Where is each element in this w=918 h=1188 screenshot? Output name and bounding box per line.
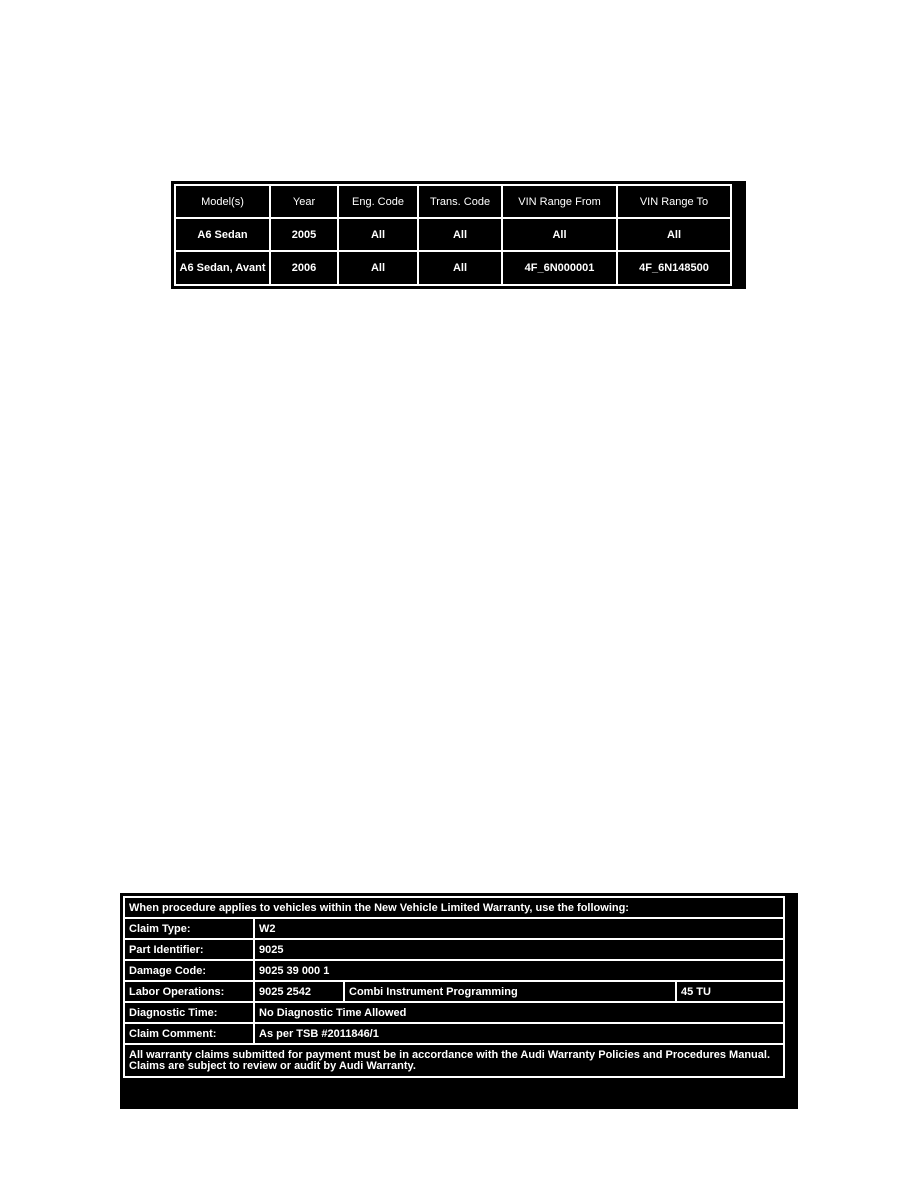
claim-comment-label: Claim Comment: [124, 1023, 254, 1044]
labor-operations-description: Combi Instrument Programming [344, 981, 676, 1002]
cell-vin-from: 4F_6N000001 [502, 251, 617, 285]
cell-model: A6 Sedan, Avant [175, 251, 270, 285]
damage-code-value: 9025 39 000 1 [254, 960, 784, 981]
claim-type-label: Claim Type: [124, 918, 254, 939]
labor-operations-row [124, 981, 784, 1002]
header-models: Model(s) [175, 185, 270, 218]
cell-trans-code: All [418, 251, 502, 285]
cell-vin-from: All [502, 218, 617, 251]
header-vin-range-from: VIN Range From [502, 185, 617, 218]
applicability-table [171, 181, 746, 289]
warranty-footer-note: All warranty claims submitted for payment must be in accordance with the Audi Warranty Policies and Procedures Manual. Claims are subject to review or audit by Audi Warranty. [124, 1044, 784, 1077]
applicability-grid [174, 184, 732, 286]
diagnostic-time-label: Diagnostic Time: [124, 1002, 254, 1023]
cell-vin-to: 4F_6N148500 [617, 251, 731, 285]
cell-year: 2005 [270, 218, 338, 251]
warranty-footer-row [124, 1044, 784, 1077]
diagnostic-time-value: No Diagnostic Time Allowed [254, 1002, 784, 1023]
labor-operations-code: 9025 2542 [254, 981, 344, 1002]
claim-type-row [124, 918, 784, 939]
table-header-row [175, 185, 731, 218]
damage-code-label: Damage Code: [124, 960, 254, 981]
header-eng-code: Eng. Code [338, 185, 418, 218]
cell-trans-code: All [418, 218, 502, 251]
table-row [175, 218, 731, 251]
part-identifier-value: 9025 [254, 939, 784, 960]
header-trans-code: Trans. Code [418, 185, 502, 218]
diagnostic-time-row [124, 1002, 784, 1023]
warranty-intro-row [124, 897, 784, 918]
header-vin-range-to: VIN Range To [617, 185, 731, 218]
labor-operations-label: Labor Operations: [124, 981, 254, 1002]
damage-code-row [124, 960, 784, 981]
warranty-table [120, 893, 798, 1109]
labor-operations-time: 45 TU [676, 981, 784, 1002]
cell-vin-to: All [617, 218, 731, 251]
cell-eng-code: All [338, 251, 418, 285]
header-year: Year [270, 185, 338, 218]
claim-comment-row [124, 1023, 784, 1044]
table-row [175, 251, 731, 285]
cell-year: 2006 [270, 251, 338, 285]
part-identifier-label: Part Identifier: [124, 939, 254, 960]
warranty-intro: When procedure applies to vehicles within the New Vehicle Limited Warranty, use the following: [124, 897, 784, 918]
part-identifier-row [124, 939, 784, 960]
claim-type-value: W2 [254, 918, 784, 939]
claim-comment-value: As per TSB #2011846/1 [254, 1023, 784, 1044]
warranty-grid [123, 896, 785, 1078]
cell-model: A6 Sedan [175, 218, 270, 251]
cell-eng-code: All [338, 218, 418, 251]
